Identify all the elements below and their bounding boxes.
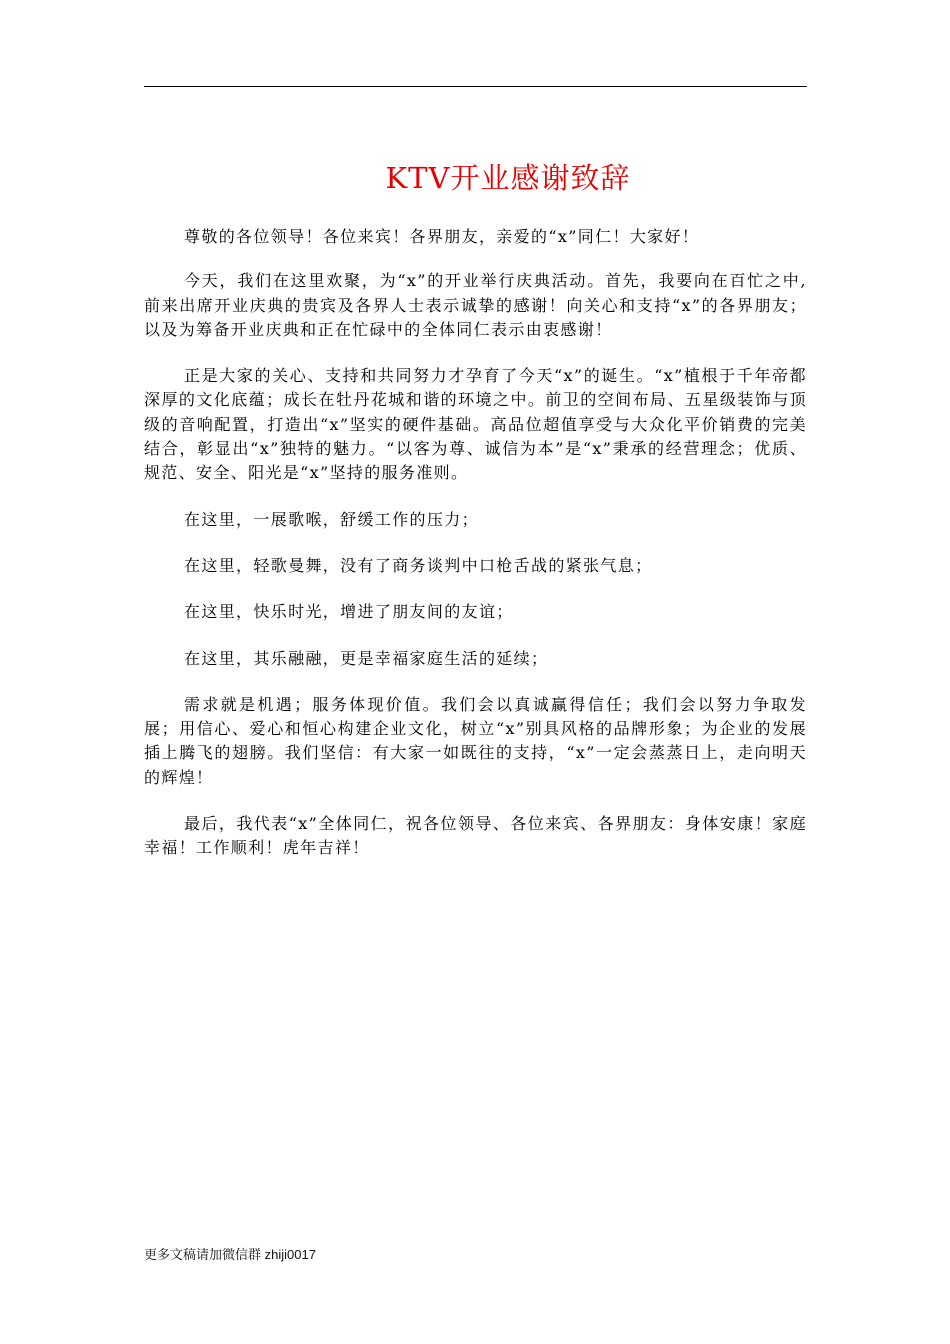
paragraph-introduction: 正是大家的关心、支持和共同努力才孕育了今天“x”的诞生。“x”植根于千年帝都深厚的文化底蕴；成长在牡丹花城和谐的环境之中。前卫的空间布局、五星级装饰与顶级的音响配置，打造出“x”坚实的硬件基础。高品位超值享受与大众化平价销费的完美结合，彰显出“x”独特的魅力。“以客为尊、诚信为本”是“x”秉承的经营理念；优质、规范、安全、阳光是“x”坚持的服务准则。 [144,366,807,483]
paragraph-here-3: 在这里，快乐时光，增进了朋友间的友谊； [184,602,514,622]
paragraph-here-1: 在这里，一展歌喉，舒缓工作的压力； [184,509,479,529]
document-title: KTV开业感谢致辞 [385,161,631,195]
document-body [144,225,807,883]
paragraph-greeting: 尊敬的各位领导！各位来宾！各界朋友，亲爱的“x”同仁！大家好！ [184,227,700,246]
paragraph-commitment: 需求就是机遇；服务体现价值。我们会以真诚赢得信任；我们会以努力争取发展；用信心、爱心和恒心构建企业文化，树立“x”别具风格的品牌形象；为企业的发展插上腾飞的翅膀。我们坚信：有大家一如既往的支持，“x”一定会蒸蒸日上，走向明天的辉煌！ [144,694,807,787]
paragraph-here-4: 在这里，其乐融融，更是幸福家庭生活的延续； [184,648,549,668]
header-rule [144,86,807,87]
footer-note: 更多文稿请加微信群 zhiji0017 [144,1247,316,1262]
paragraph-welcome: 今天，我们在这里欢聚，为“x”的开业举行庆典活动。首先，我要向在百忙之中,前来出席开业庆典的贵宾及各界人士表示诚挚的感谢！向关心和支持“x”的各界朋友；以及为筹备开业庆典和正在忙碌中的全体同仁表示由衷感谢！ [144,271,807,339]
paragraph-closing: 最后，我代表“x”全体同仁，祝各位领导、各位来宾、各界朋友：身体安康！家庭幸福！工作顺利！虎年吉祥！ [144,814,807,858]
paragraph-here-2: 在这里，轻歌曼舞，没有了商务谈判中口枪舌战的紧张气息； [184,555,653,575]
